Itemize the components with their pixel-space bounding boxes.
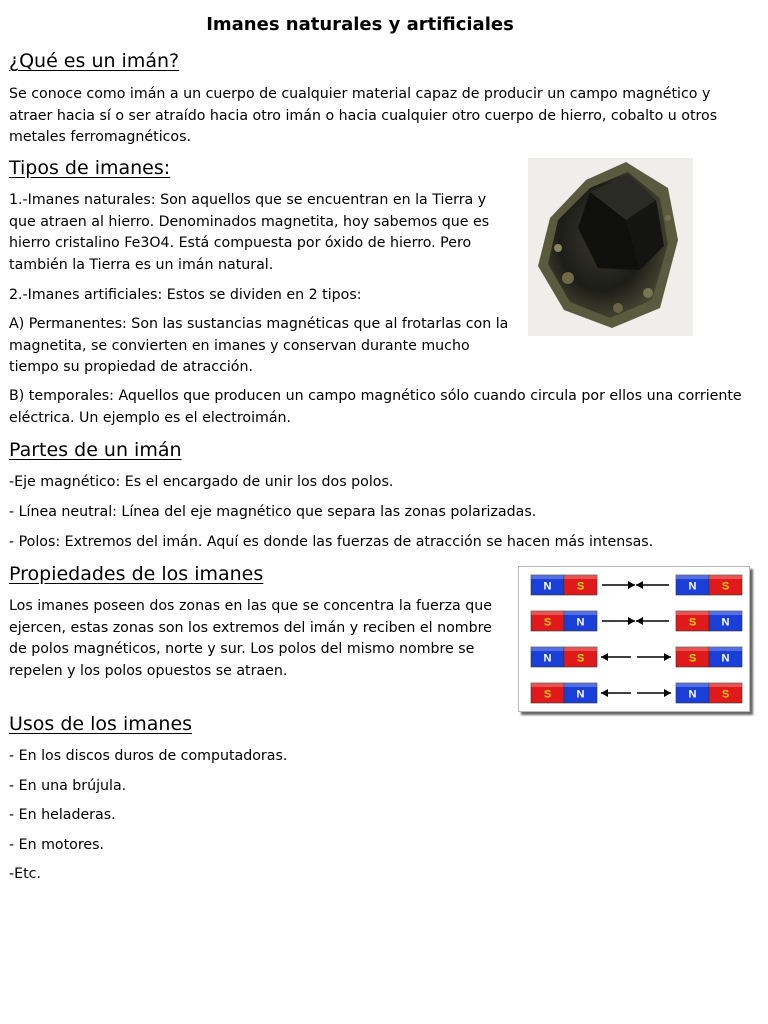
text-linea-neutral: - Línea neutral: Línea del eje magnético que separa las zonas polarizadas. — [9, 504, 537, 520]
document-title: Imanes naturales y artificiales — [206, 14, 514, 35]
pole-label: N — [688, 580, 697, 593]
repel-arrow-left — [601, 653, 631, 661]
right-magnet — [676, 611, 742, 631]
pole-label: S — [688, 652, 697, 665]
heading-tipos: Tipos de imanes: — [9, 157, 171, 179]
left-magnet — [531, 575, 597, 595]
text-uso-motores: - En motores. — [9, 837, 104, 853]
attract-arrow-left — [636, 581, 669, 589]
text-imanes-naturales: 1.-Imanes naturales: Son aquellos que se encuentran en la Tierra y que atraen al hierro. Denominados magnetita, hoy sabemos que es hierro cristalino Fe3O4. Está compuesta por óxido de hierro. Pero también la Tierra es un imán natural. — [9, 192, 490, 273]
heading-que-es: ¿Qué es un imán? — [9, 50, 180, 72]
magnet-poles-svg — [519, 567, 749, 711]
repel-arrow-right — [637, 689, 671, 697]
pole-label: N — [576, 616, 585, 629]
pole-label: N — [688, 688, 697, 701]
heading-partes: Partes de un imán — [9, 439, 182, 461]
pole-label: S — [576, 580, 585, 593]
magnet-poles-diagram — [518, 566, 750, 712]
text-propiedades: Los imanes poseen dos zonas en las que se concentra la fuerza que ejercen, estas zonas son los extremos del imán y reciben el nombre de polos magnéticos, norte y sur. Los polos del mismo nombre se repelen y los polos opuestos se atraen. — [9, 598, 492, 679]
pole-label: S — [688, 616, 697, 629]
attract-arrow-right — [602, 581, 635, 589]
left-magnet — [531, 683, 597, 703]
pole-label: N — [721, 652, 730, 665]
attract-arrow-right — [602, 617, 635, 625]
right-magnet — [676, 575, 742, 595]
pole-label: N — [721, 616, 730, 629]
text-uso-etc: -Etc. — [9, 866, 41, 882]
text-temporales: B) temporales: Aquellos que producen un campo magnético sólo cuando circula por ellos una corriente eléctrica. Un ejemplo es el electroimán. — [9, 388, 742, 426]
text-uso-discos: - En los discos duros de computadoras. — [9, 748, 288, 764]
text-que-es: Se conoce como imán a un cuerpo de cualquier material capaz de producir un campo magnético y atraer hacia sí o ser atraído hacia otro imán o hacia cualquier otro cuerpo de hierro, cobalto u otros metales ferromagnéticos. — [9, 86, 718, 145]
attract-arrow-left — [636, 617, 669, 625]
pole-label: S — [543, 688, 552, 701]
text-imanes-artificiales: 2.-Imanes artificiales: Estos se dividen en 2 tipos: — [9, 287, 362, 303]
right-magnet — [676, 647, 742, 667]
repel-arrow-left — [601, 689, 631, 697]
heading-usos: Usos de los imanes — [9, 713, 193, 735]
pole-label: S — [543, 616, 552, 629]
pole-label: S — [576, 652, 585, 665]
left-magnet — [531, 611, 597, 631]
text-uso-heladeras: - En heladeras. — [9, 807, 116, 823]
pole-label: S — [721, 580, 730, 593]
text-eje-magnetico: -Eje magnético: Es el encargado de unir los dos polos. — [9, 474, 394, 490]
right-magnet — [676, 683, 742, 703]
pole-label: N — [543, 580, 552, 593]
text-permanentes: A) Permanentes: Son las sustancias magnéticas que al frotarlas con la magnetita, se convierten en imanes y conservan durante mucho tiempo su propiedad de atracción. — [9, 316, 509, 375]
left-magnet — [531, 647, 597, 667]
pole-label: S — [721, 688, 730, 701]
pole-label: N — [576, 688, 585, 701]
heading-propiedades: Propiedades de los imanes — [9, 563, 264, 585]
text-polos: - Polos: Extremos del imán. Aquí es donde las fuerzas de atracción se hacen más intensas. — [9, 534, 654, 550]
repel-arrow-right — [637, 653, 671, 661]
text-uso-brujula: - En una brújula. — [9, 778, 127, 794]
magnetite-image — [528, 158, 693, 336]
pole-label: N — [543, 652, 552, 665]
